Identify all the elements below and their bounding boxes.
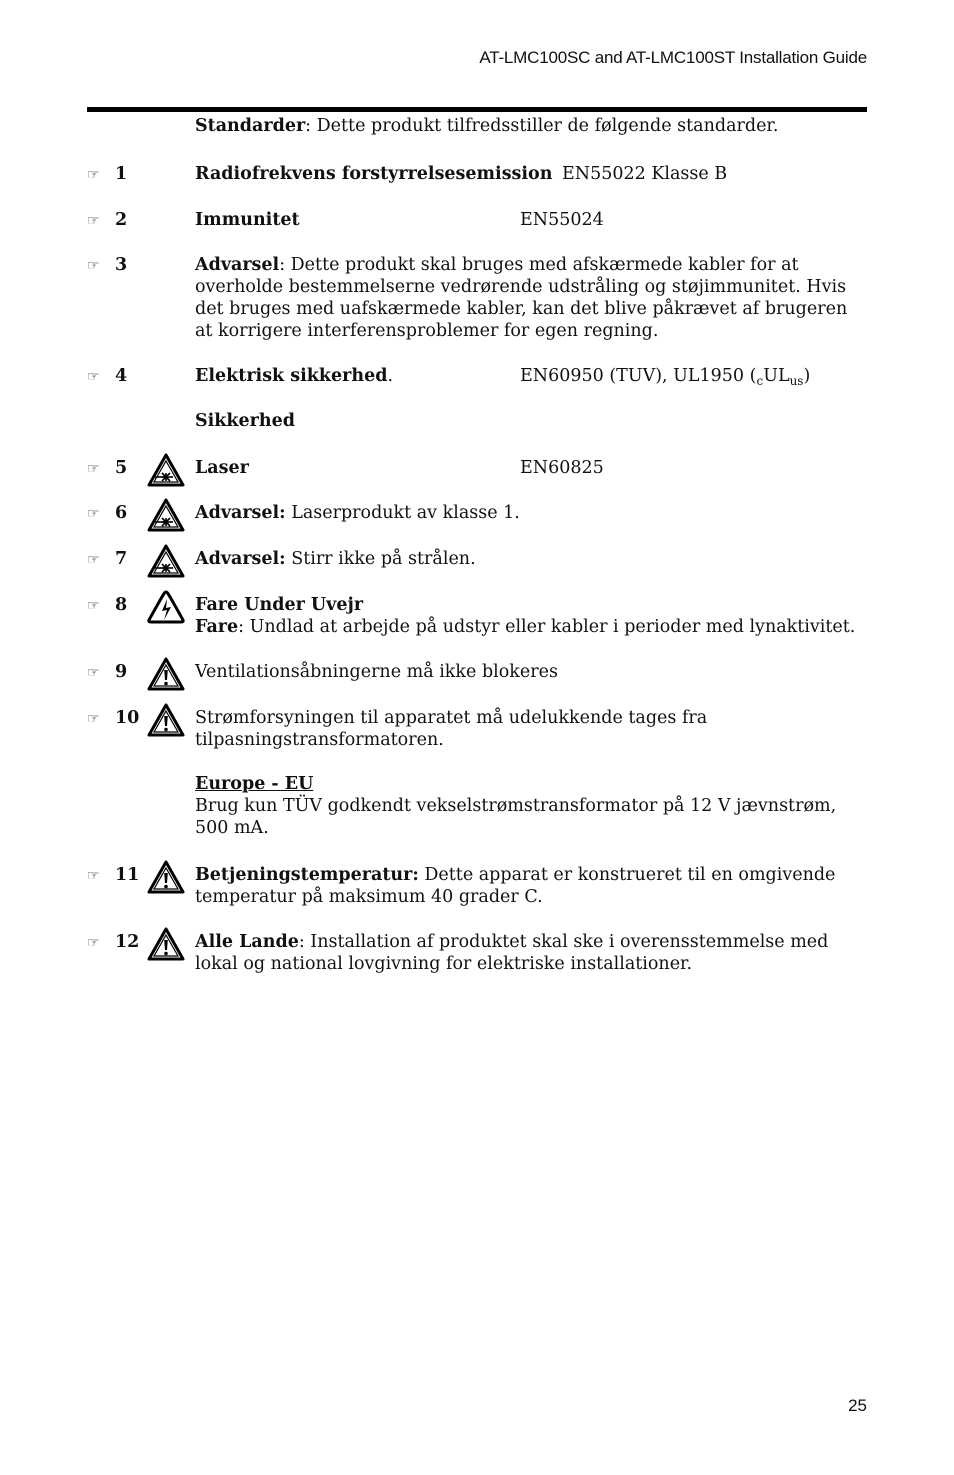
item-label: Advarsel:	[195, 549, 286, 569]
item-label: Betjeningstemperatur:	[195, 865, 419, 885]
page-number: 25	[848, 1396, 867, 1415]
eu-text: Brug kun TÜV godkendt vekselstrømstransformator på 12 V jævnstrøm, 500 mA.	[195, 796, 837, 838]
laser-warning-icon	[147, 498, 185, 532]
item-label: Radiofrekvens forstyrrelsesemission	[195, 164, 553, 184]
item-number: 12	[115, 932, 140, 952]
item-number: 7	[115, 549, 128, 569]
item-number: 8	[115, 595, 128, 615]
item-label-suffix: .	[387, 366, 394, 386]
pointing-hand-icon: ☞	[87, 552, 100, 568]
pointing-hand-icon: ☞	[87, 665, 100, 681]
pointing-hand-icon: ☞	[87, 167, 100, 183]
item-value: EN55022 Klasse B	[562, 164, 728, 184]
item-text: : Dette produkt skal bruges med afskærmede kabler for at overholde bestemmelserne vedrørende udstråling og støjimmunitet. Hvis det bruges med uafskærmede kabler, kan det blive påkrævet af brugeren at korrigere interferensproblemer for egen regning.	[195, 255, 848, 341]
item-label: Immunitet	[195, 210, 300, 230]
item-label-secondary: Fare	[195, 617, 239, 637]
item-text: Ventilationsåbningerne må ikke blokeres	[195, 662, 558, 682]
item-number: 10	[115, 708, 140, 728]
item-value: EN60825	[520, 458, 604, 478]
item-number: 11	[115, 865, 140, 885]
item-text: Stirr ikke på strålen.	[285, 549, 476, 569]
item-label: Elektrisk sikkerhed	[195, 366, 388, 386]
item-value: EN60950 (TUV), UL1950 $(_cUL_{us})$	[520, 366, 811, 388]
intro-text: : Dette produkt tilfredsstiller de følgende standarder.	[305, 116, 779, 136]
laser-warning-icon	[147, 453, 185, 487]
item-label: Laser	[195, 458, 249, 478]
item-label: Advarsel	[195, 255, 280, 275]
item-label: Fare Under Uvejr	[195, 595, 364, 615]
page-header-title: AT-LMC100SC and AT-LMC100ST Installation Guide	[479, 48, 867, 67]
pointing-hand-icon: ☞	[87, 868, 100, 884]
lightning-warning-icon	[147, 590, 185, 624]
item-number: 9	[115, 662, 128, 682]
item-number: 5	[115, 458, 128, 478]
pointing-hand-icon: ☞	[87, 213, 100, 229]
item-number: 3	[115, 255, 128, 275]
pointing-hand-icon: ☞	[87, 935, 100, 951]
pointing-hand-icon: ☞	[87, 258, 100, 274]
item-number: 6	[115, 503, 128, 523]
item-text: Dette apparat er konstrueret til en omgivende temperatur på maksimum 40 grader C.	[195, 865, 836, 907]
pointing-hand-icon: ☞	[87, 711, 100, 727]
laser-warning-icon	[147, 544, 185, 578]
pointing-hand-icon: ☞	[87, 369, 100, 385]
pointing-hand-icon: ☞	[87, 598, 100, 614]
header-rule	[87, 107, 867, 112]
caution-exclamation-icon	[147, 703, 185, 737]
item-text: : Installation af produktet skal ske i overensstemmelse med lokal og national lovgivning for elektriske installationer.	[195, 932, 829, 974]
item-text: Strømforsyningen til apparatet må udelukkende tages fra tilpasningstransformatoren.	[195, 708, 708, 750]
pointing-hand-icon: ☞	[87, 461, 100, 477]
item-value: EN55024	[520, 210, 604, 230]
item-number: 4	[115, 366, 128, 386]
caution-exclamation-icon	[147, 657, 185, 691]
intro-label: Standarder	[195, 116, 306, 136]
item-label: Alle Lande	[195, 932, 299, 952]
item-text: : Undlad at arbejde på udstyr eller kabler i perioder med lynaktivitet.	[238, 617, 856, 637]
caution-exclamation-icon	[147, 927, 185, 961]
caution-exclamation-icon	[147, 860, 185, 894]
eu-heading: Europe - EU	[195, 774, 314, 794]
item-label: Advarsel:	[195, 503, 286, 523]
item-text: Laserprodukt av klasse 1.	[285, 503, 520, 523]
pointing-hand-icon: ☞	[87, 506, 100, 522]
item-number: 1	[115, 164, 128, 184]
item-number: 2	[115, 210, 128, 230]
